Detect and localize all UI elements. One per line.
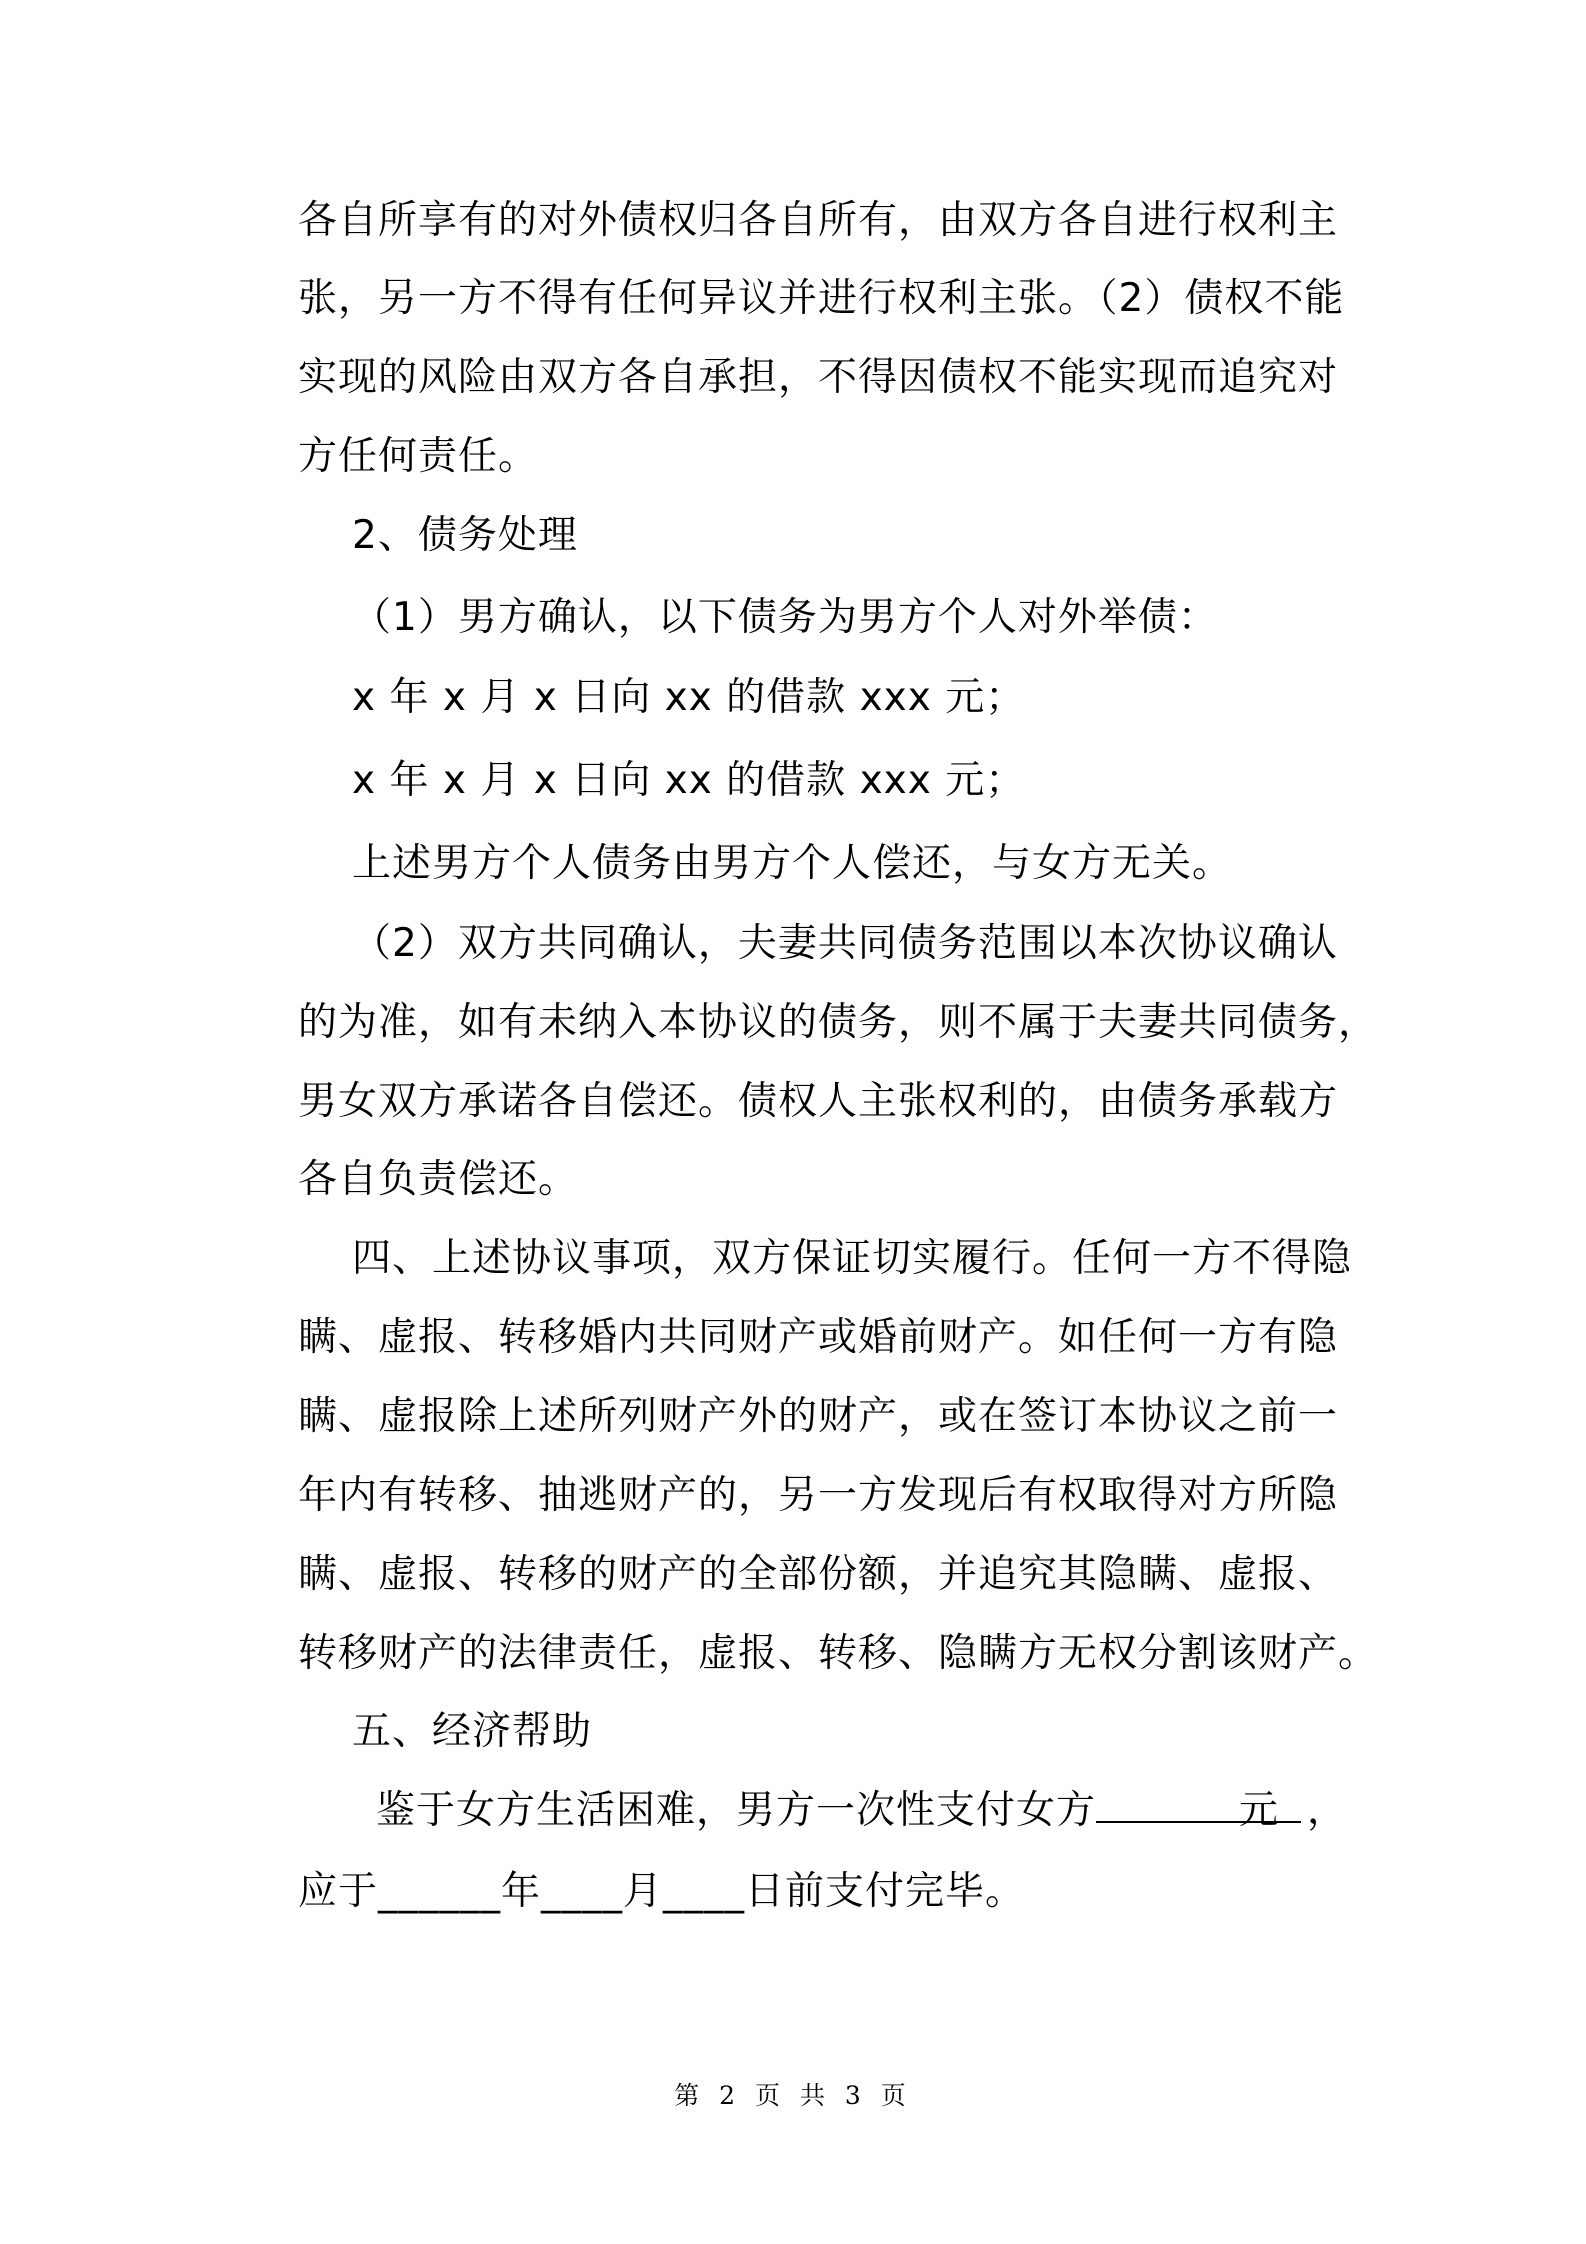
amount-blank	[1096, 1781, 1301, 1833]
amount-unit: 元	[1239, 1788, 1280, 1833]
paragraph-line: 转移财产的法律责任，虚报、转移、隐瞒方无权分割该财产。	[298, 1631, 1379, 1676]
paragraph-line: 瞒、虚报、转移的财产的全部份额，并追究其隐瞒、虚报、	[298, 1552, 1339, 1597]
payment-punct: ，	[1307, 1788, 1348, 1833]
paragraph-line: 各自负责偿还。	[298, 1157, 579, 1202]
paragraph-line: 瞒、虚报、转移婚内共同财产或婚前财产。如任何一方有隐	[298, 1315, 1339, 1360]
year-label: 年	[501, 1869, 542, 1914]
payment-line	[376, 1781, 1476, 1841]
month-label: 月	[623, 1869, 664, 1914]
year-blank: ______	[378, 1869, 502, 1914]
paragraph-line: （1）男方确认，以下债务为男方个人对外举债：	[352, 595, 1218, 640]
paragraph-line: 年内有转移、抽逃财产的，另一方发现后有权取得对方所隐	[298, 1473, 1339, 1518]
deadline-line	[298, 1862, 1398, 1922]
page-number-footer: 第 2 页 共 3 页	[674, 2081, 912, 2110]
section-heading: 五、经济帮助	[352, 1709, 593, 1754]
month-blank: ____	[541, 1869, 624, 1914]
paragraph-line: 方任何责任。	[298, 434, 539, 479]
section-heading: 2、债务处理	[352, 513, 578, 558]
paragraph-line: 上述男方个人债务由男方个人偿还，与女方无关。	[352, 841, 1233, 886]
debt-item: x 年 x 月 x 日向 xx 的借款 xxx 元；	[352, 758, 1026, 803]
day-blank: ____	[663, 1869, 746, 1914]
paragraph-line: 四、上述协议事项，双方保证切实履行。任何一方不得隐	[352, 1236, 1353, 1281]
paragraph-line: 张，另一方不得有任何异议并进行权利主张。（2）债权不能	[298, 276, 1345, 321]
debt-item: x 年 x 月 x 日向 xx 的借款 xxx 元；	[352, 675, 1026, 720]
paragraph-line: 男女双方承诺各自偿还。债权人主张权利的，由债务承载方	[298, 1079, 1339, 1124]
paragraph-line: （2）双方共同确认，夫妻共同债务范围以本次协议确认	[352, 921, 1338, 966]
paragraph-line: 的为准，如有未纳入本协议的债务，则不属于夫妻共同债务，	[298, 1000, 1379, 1045]
paragraph-line: 实现的风险由双方各自承担，不得因债权不能实现而追究对	[298, 355, 1339, 400]
paragraph-line: 瞒、虚报除上述所列财产外的财产，或在签订本协议之前一	[298, 1394, 1339, 1439]
paragraph-line: 各自所享有的对外债权归各自所有，由双方各自进行权利主	[298, 198, 1339, 243]
day-text: 日前支付完毕。	[745, 1869, 1026, 1914]
deadline-text: 应于	[298, 1869, 379, 1914]
payment-text: 鉴于女方生活困难，男方一次性支付女方	[376, 1788, 1097, 1833]
